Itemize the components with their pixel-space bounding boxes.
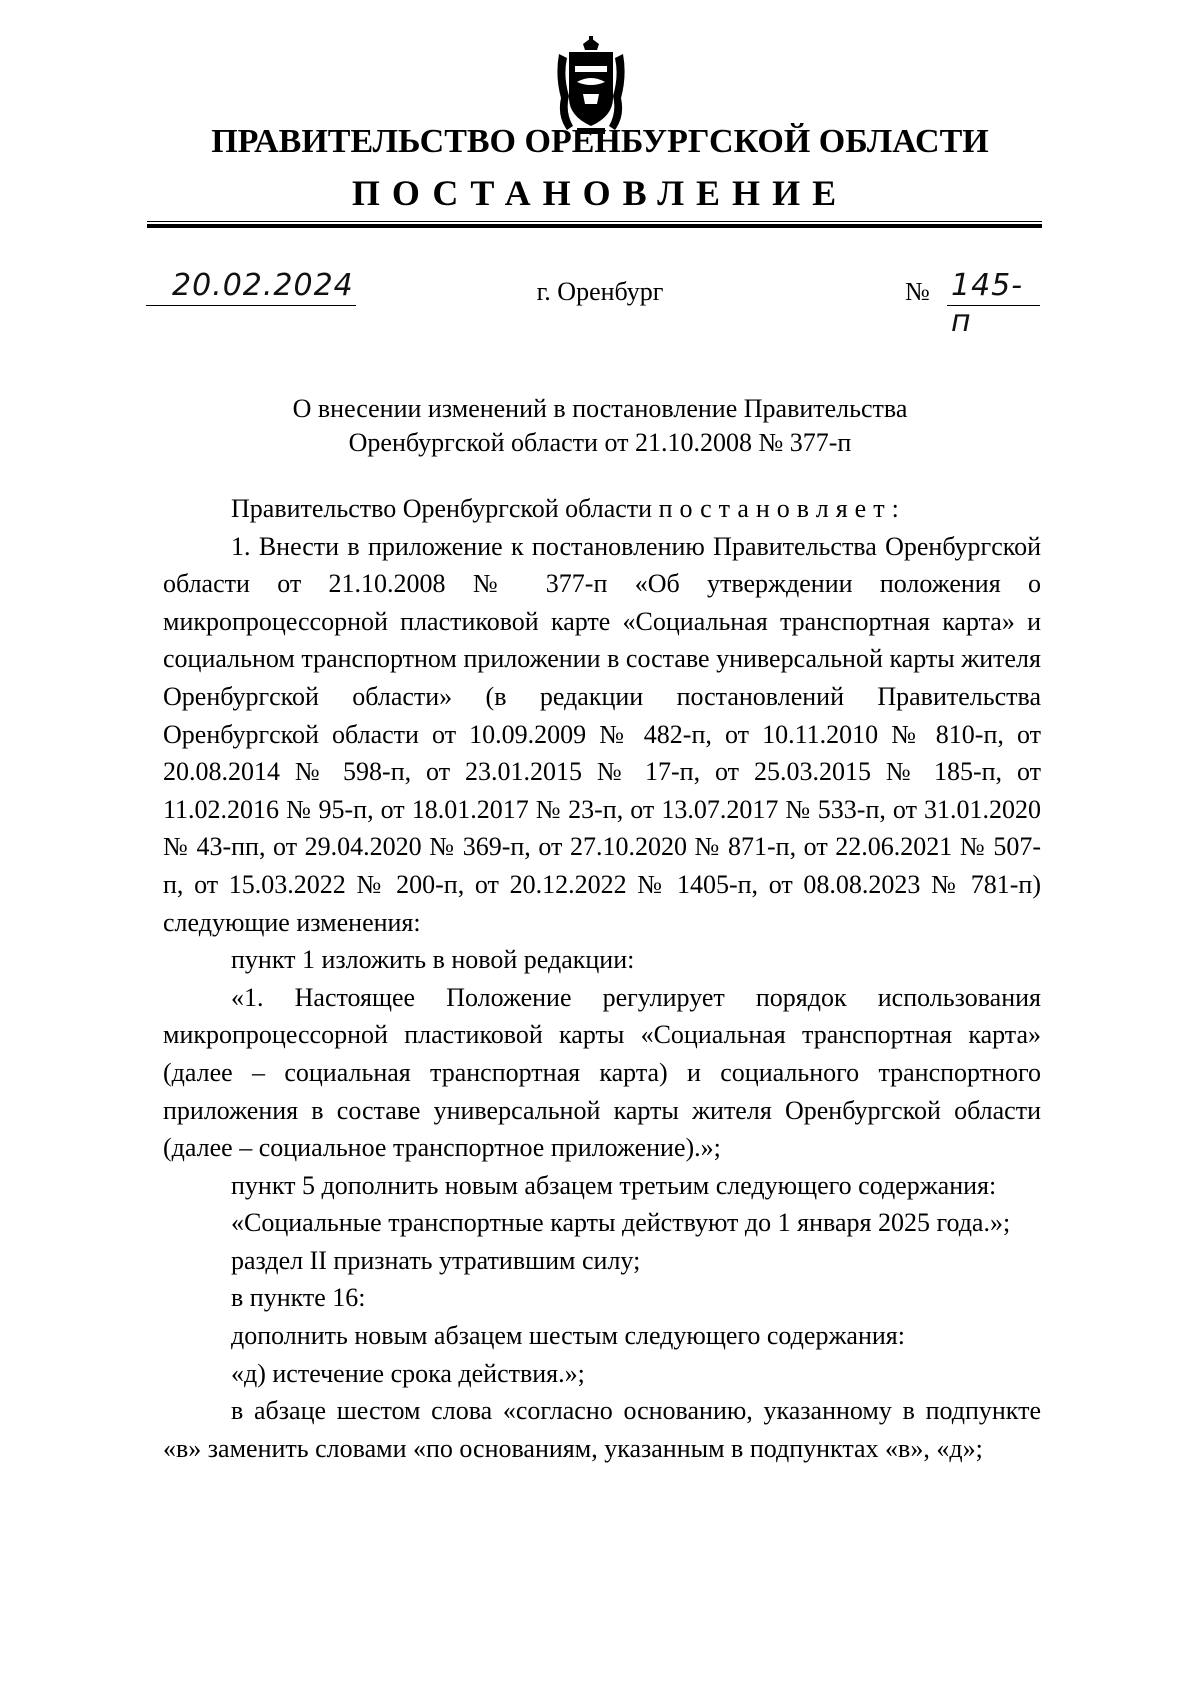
document-body bbox=[163, 490, 1041, 1467]
paragraph-5: «Социальные транспортные карты действуют до 1 января 2025 года.»; bbox=[231, 1208, 1011, 1238]
paragraph-10: в абзаце шестом слова «согласно основанию, указанному в подпункте «в» заменить словами «по основаниям, указанным в подпунктах «в», «д»; bbox=[163, 1396, 1041, 1463]
paragraph-4: пункт 5 дополнить новым абзацем третьим следующего содержания: bbox=[231, 1170, 997, 1200]
preamble-text: Правительство Оренбургской области bbox=[231, 494, 653, 523]
document-type: ПОСТАНОВЛЕНИЕ bbox=[351, 173, 849, 213]
document-date bbox=[146, 268, 356, 312]
date-value: 20.02.2024 bbox=[172, 268, 354, 303]
preamble bbox=[163, 490, 1041, 528]
document-subject bbox=[200, 392, 1000, 460]
header-divider-thick bbox=[147, 224, 1042, 228]
number-sign: № bbox=[905, 277, 930, 306]
document-number bbox=[905, 268, 1040, 339]
paragraph-9: «д) истечение срока действия.»; bbox=[231, 1358, 585, 1388]
government-title: ПРАВИТЕЛЬСТВО ОРЕНБУРГСКОЙ ОБЛАСТИ bbox=[211, 123, 989, 160]
paragraph-6: раздел II признать утратившим силу; bbox=[231, 1245, 641, 1275]
date-underline bbox=[146, 305, 356, 306]
paragraph-2: пункт 1 изложить в новой редакции: bbox=[231, 945, 635, 975]
paragraph-1: 1. Внести в приложение к постановлению Правительства Оренбургской области от 21.10.2008 № 377-п «Об утверждении положения о микропроцессорной пластиковой карте «Социальная транспортная карта» и социальном транспортном приложении в составе универсальной карты жителя Оренбургской области» (в редакции постановлений Правительства Оренбургской области от 10.09.2009 № 482-п, от 10.11.2010 № 810-п, от 20.08.2014 № 598-п, от 23.01.2015 № 17-п, от 25.03.2015 № 185-п, от 11.02.2016 № 95-п, от 18.01.2017 № 23-п, от 13.07.2017 № 533-п, от 31.01.2020 № 43-пп, от 29.04.2020 № 369-п, от 27.10.2020 № 871-п, от 22.06.2021 № 507-п, от 15.03.2022 № 200-п, от 20.12.2022 № 1405-п, от 08.08.2023 № 781-п) следующие изменения: bbox=[163, 531, 1041, 937]
city: г. Оренбург bbox=[536, 277, 664, 306]
paragraph-7: в пункте 16: bbox=[231, 1283, 366, 1313]
paragraph-3: «1. Настоящее Положение регулирует порядок использования микропроцессорной пластиковой карты «Социальная транспортная карта» (далее – социальная транспортная карта) и социального транспортного приложения в составе универсальной карты жителя Оренбургской области (далее – социальное транспортное приложение).»; bbox=[163, 982, 1041, 1163]
preamble-verb: постановляет: bbox=[658, 494, 906, 523]
subject-line-1: О внесении изменений в постановление Правительства bbox=[292, 394, 908, 423]
coat-of-arms-icon bbox=[553, 36, 629, 136]
header-divider-thin bbox=[147, 221, 1042, 222]
subject-line-2: Оренбургской области от 21.10.2008 № 377-п bbox=[348, 428, 852, 457]
paragraph-8: дополнить новым абзацем шестым следующего содержания: bbox=[231, 1321, 905, 1351]
number-value: 145-п bbox=[951, 268, 1024, 339]
